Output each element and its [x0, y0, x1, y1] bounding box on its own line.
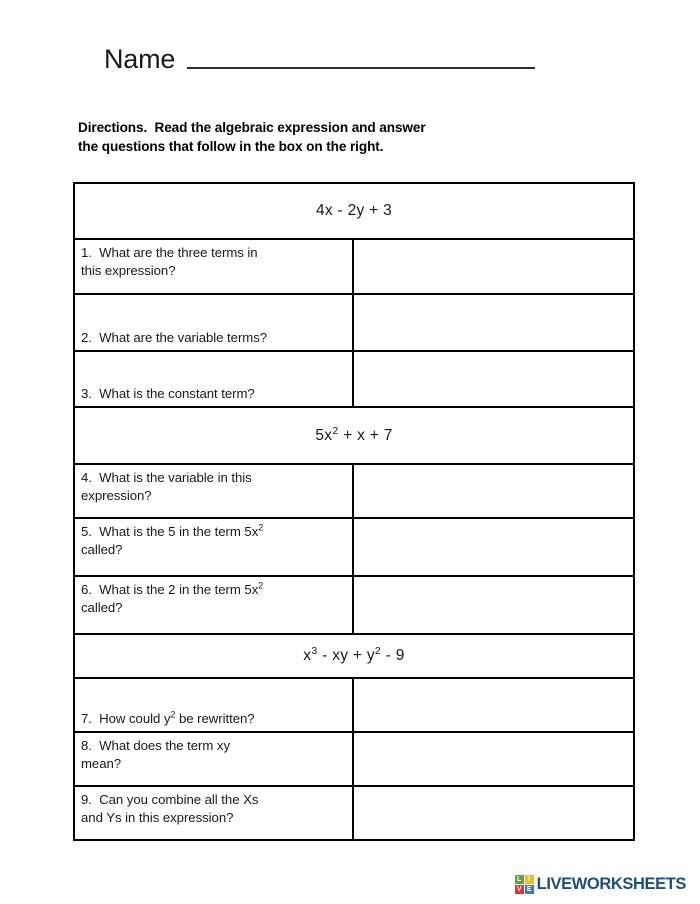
- answer-cell-9[interactable]: [353, 786, 634, 840]
- directions-line-1: Directions. Read the algebraic expression and answer: [78, 120, 426, 135]
- table-row: [74, 732, 634, 786]
- liveworksheets-wordmark: LIVEWORKSHEETS: [536, 875, 686, 894]
- name-label: Name: [104, 44, 176, 74]
- question-cell-5: [74, 518, 353, 576]
- question-text-8: 8. What does the term xy mean?: [81, 738, 231, 771]
- answer-cell-2[interactable]: [353, 294, 634, 351]
- answer-cell-7[interactable]: [353, 678, 634, 732]
- answer-cell-8[interactable]: [353, 732, 634, 786]
- table-row: [74, 786, 634, 840]
- answer-cell-1[interactable]: [353, 239, 634, 294]
- table-row: [74, 294, 634, 351]
- table-row: [74, 576, 634, 634]
- expression-row: [74, 407, 634, 464]
- question-text-7: 7. How could $y^2$ be rewritten?: [81, 709, 255, 727]
- expression-cell-1: [74, 183, 634, 239]
- logo-tile-l: L: [515, 875, 524, 884]
- table-row: [74, 239, 634, 294]
- question-text-3: 3. What is the constant term?: [81, 386, 255, 402]
- liveworksheets-mark-icon: [515, 875, 534, 894]
- table-row: [74, 678, 634, 732]
- question-cell-7: [74, 678, 353, 732]
- table-row: [74, 518, 634, 576]
- question-text-2: 2. What are the variable terms?: [81, 330, 268, 346]
- question-cell-4: [74, 464, 353, 518]
- liveworksheets-logo[interactable]: [515, 875, 686, 894]
- answer-cell-6[interactable]: [353, 576, 634, 634]
- question-cell-1: [74, 239, 353, 294]
- expression-cell-2: [74, 407, 634, 464]
- worksheet-table: [73, 182, 635, 841]
- question-cell-2: [74, 294, 353, 351]
- directions-line-2: the questions that follow in the box on the right.: [78, 139, 384, 155]
- question-text-1: 1. What are the three terms in this expression?: [81, 245, 258, 278]
- logo-tile-i: I: [525, 875, 534, 884]
- expression-row: [74, 634, 634, 678]
- question-text-9: 9. Can you combine all the Xs and Ys in this expression?: [81, 792, 259, 825]
- question-cell-3: [74, 351, 353, 407]
- answer-cell-5[interactable]: [353, 518, 634, 576]
- table-row: [74, 464, 634, 518]
- answer-cell-3[interactable]: [353, 351, 634, 407]
- expression-text-2: $5x^2 + x + 7$: [315, 424, 393, 444]
- question-cell-6: [74, 576, 353, 634]
- question-cell-8: [74, 732, 353, 786]
- logo-tile-v: V: [515, 885, 524, 894]
- expression-text-1: 4x - 2y + 3: [315, 202, 393, 219]
- directions-text: [78, 118, 638, 157]
- question-text-5: 5. What is the 5 in the term $5x^2$ called?: [81, 522, 264, 557]
- table-row: [74, 351, 634, 407]
- worksheet-table-body: [74, 183, 634, 840]
- expression-text-3: $x^3$ - xy + $y^2 - 9$: [303, 644, 405, 664]
- name-field-row: [104, 46, 535, 73]
- question-cell-9: [74, 786, 353, 840]
- name-blank-line[interactable]: [187, 66, 535, 69]
- question-text-6: 6. What is the 2 in the term $5x^2$ called?: [81, 580, 264, 615]
- expression-row: [74, 183, 634, 239]
- answer-cell-4[interactable]: [353, 464, 634, 518]
- question-text-4: 4. What is the variable in this expression?: [81, 470, 252, 503]
- logo-tile-e: E: [525, 885, 534, 894]
- expression-cell-3: [74, 634, 634, 678]
